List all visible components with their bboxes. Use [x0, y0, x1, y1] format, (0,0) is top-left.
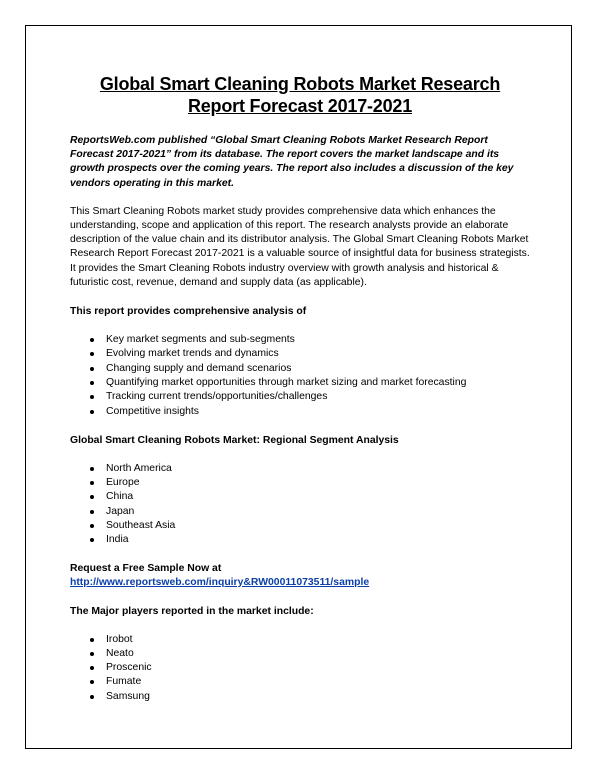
regional-heading: Global Smart Cleaning Robots Market: Regional Segment Analysis: [70, 434, 399, 446]
list-item: India: [70, 533, 530, 547]
list-item: Japan: [70, 505, 530, 519]
list-item: Evolving market trends and dynamics: [70, 347, 530, 361]
sample-request-label: Request a Free Sample Now at: [70, 562, 222, 574]
list-item: Competitive insights: [70, 405, 530, 419]
list-item: Samsung: [70, 690, 530, 704]
list-item: Proscenic: [70, 661, 530, 675]
description-paragraph: This Smart Cleaning Robots market study provides comprehensive data which enhances the understanding, scope and application of this report. The research analysts provide an elaborate description of the value chain and its distributor analysis. The Global Smart Cleaning Robots Market Research Report Forecast 2017-2021 is a valuable source of insightful data for business strategists. It provides the Smart Cleaning Robots industry overview with growth analysis and historical & futuristic cost, revenue, demand and supply data (as applicable).: [70, 205, 530, 288]
list-item: China: [70, 490, 530, 504]
analysis-list: [70, 333, 530, 419]
analysis-heading: This report provides comprehensive analysis of: [70, 306, 307, 318]
list-item: Europe: [70, 476, 530, 490]
sample-request: [70, 562, 530, 590]
list-item: Fumate: [70, 675, 530, 689]
sample-request-link[interactable]: http://www.reportsweb.com/inquiry&RW00011073511/sample: [70, 576, 370, 588]
list-item: Neato: [70, 647, 530, 661]
intro-paragraph: ReportsWeb.com published “Global Smart Cleaning Robots Market Research Report Forecast 2017-2021” from its database. The report covers the market landscape and its growth prospects over the coming years. The report also includes a discussion of the key vendors operating in this market.: [70, 135, 514, 189]
regions-list: [70, 462, 530, 548]
list-item: Irobot: [70, 633, 530, 647]
players-list: [70, 633, 530, 704]
list-item: Changing supply and demand scenarios: [70, 362, 530, 376]
players-heading: The Major players reported in the market include:: [70, 605, 314, 617]
list-item: Quantifying market opportunities through market sizing and market forecasting: [70, 376, 530, 390]
list-item: Southeast Asia: [70, 519, 530, 533]
list-item: Tracking current trends/opportunities/challenges: [70, 390, 530, 404]
list-item: Key market segments and sub-segments: [70, 333, 530, 347]
document-body: [70, 73, 530, 704]
document-title: Global Smart Cleaning Robots Market Research Report Forecast 2017-2021: [99, 74, 501, 116]
list-item: North America: [70, 462, 530, 476]
